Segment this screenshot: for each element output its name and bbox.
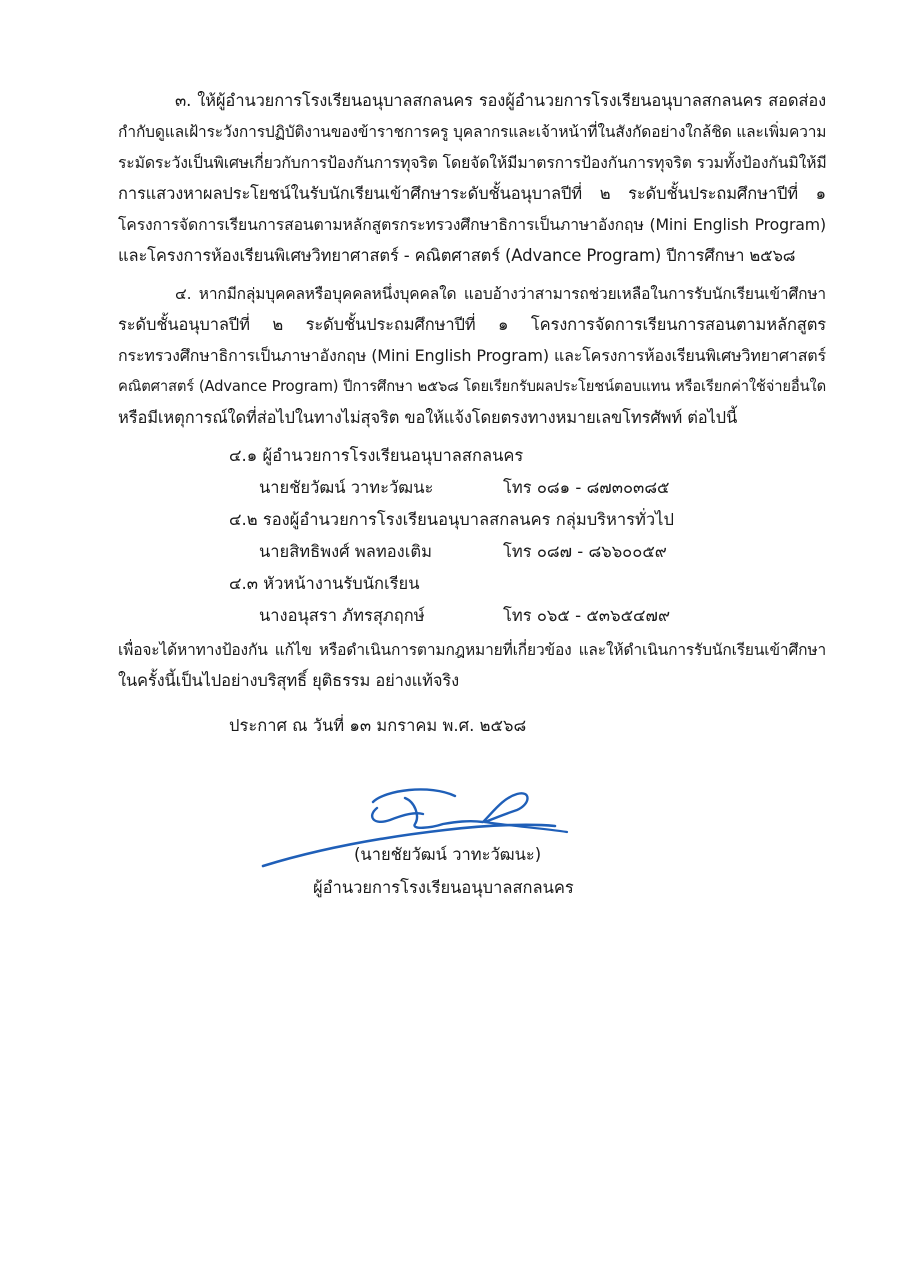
announce-date: ประกาศ ณ วันที่ ๑๓ มกราคม พ.ศ. ๒๕๖๘	[229, 716, 527, 735]
contact-3-phone: โทร ๐๖๕ - ๕๓๖๕๔๗๙	[503, 606, 671, 625]
item4-line-2: ระดับชั้นอนุบาลปีที่ ๒ ระดับชั้นประถมศึกษาปีที่ ๑ โครงการจัดการเรียนการสอนตามหลักสูตร	[118, 315, 826, 334]
contact-3-name: นางอนุสรา ภัทรสุภฤกษ์	[259, 606, 425, 625]
contact-1-name: นายชัยวัฒน์ วาทะวัฒนะ	[259, 478, 434, 497]
contact-3-heading: ๔.๓ หัวหน้างานรับนักเรียน	[229, 574, 420, 593]
contact-2-heading: ๔.๒ รองผู้อำนวยการโรงเรียนอนุบาลสกลนคร กลุ่มบริหารทั่วไป	[229, 510, 674, 529]
closing-line-1: เพื่อจะได้หาทางป้องกัน แก้ไข หรือดำเนินการตามกฎหมายที่เกี่ยวข้อง และให้ดำเนินการรับนักเรียนเข้าศึกษา	[118, 641, 826, 659]
item4-line-5: หรือมีเหตุการณ์ใดที่ส่อไปในทางไม่สุจริต ขอให้แจ้งโดยตรงทางหมายเลขโทรศัพท์ ต่อไปนี้	[118, 408, 738, 427]
signatory-name: (นายชัยวัฒน์ วาทะวัฒนะ)	[354, 845, 542, 864]
item3-line-6: และโครงการห้องเรียนพิเศษวิทยาศาสตร์ - คณิตศาสตร์ (Advance Program) ปีการศึกษา ๒๕๖๘	[118, 246, 796, 265]
item3-line-3: ระมัดระวังเป็นพิเศษเกี่ยวกับการป้องกันการทุจริต โดยจัดให้มีมาตรการป้องกันการทุจริต รวมทั้งป้องกันมิให้มี	[118, 153, 827, 172]
closing-line-2: ในครั้งนี้เป็นไปอย่างบริสุทธิ์ ยุติธรรม อย่างแท้จริง	[118, 671, 459, 690]
item4-line-4: คณิตศาสตร์ (Advance Program) ปีการศึกษา ๒๕๖๘ โดยเรียกรับผลประโยชน์ตอบแทน หรือเรียกค่าใช้จ่ายอื่นใด	[118, 378, 826, 395]
contact-2-name: นายสิทธิพงศ์ พลทองเติม	[259, 542, 432, 561]
item3-line-5: โครงการจัดการเรียนการสอนตามหลักสูตรกระทรวงศึกษาธิการเป็นภาษาอังกฤษ (Mini English Program)	[118, 215, 826, 234]
signatory-position: ผู้อำนวยการโรงเรียนอนุบาลสกลนคร	[313, 878, 574, 897]
contact-1-heading: ๔.๑ ผู้อำนวยการโรงเรียนอนุบาลสกลนคร	[229, 446, 524, 465]
contact-1-phone: โทร ๐๘๑ - ๘๗๓๐๓๘๕	[503, 478, 670, 497]
item3-line-1: ๓. ให้ผู้อำนวยการโรงเรียนอนุบาลสกลนคร รองผู้อำนวยการโรงเรียนอนุบาลสกลนคร สอดส่อง	[175, 91, 826, 110]
item4-line-3: กระทรวงศึกษาธิการเป็นภาษาอังกฤษ (Mini English Program) และโครงการห้องเรียนพิเศษวิทยาศาสตร์	[118, 346, 826, 365]
item3-line-2: กำกับดูแลเฝ้าระวังการปฏิบัติงานของข้าราชการครู บุคลากรและเจ้าหน้าที่ในสังกัดอย่างใกล้ชิด และเพิ่มความ	[118, 123, 827, 141]
item4-line-1: ๔. หากมีกลุ่มบุคคลหรือบุคคลหนึ่งบุคคลใด แอบอ้างว่าสามารถช่วยเหลือในการรับนักเรียนเข้าศึกษา	[175, 285, 826, 303]
item3-line-4: การแสวงหาผลประโยชน์ในรับนักเรียนเข้าศึกษาระดับชั้นอนุบาลปีที่ ๒ ระดับชั้นประถมศึกษาปีที่ ๑	[118, 184, 826, 203]
contact-2-phone: โทร ๐๘๗ - ๘๖๖๐๐๕๙	[503, 542, 667, 561]
